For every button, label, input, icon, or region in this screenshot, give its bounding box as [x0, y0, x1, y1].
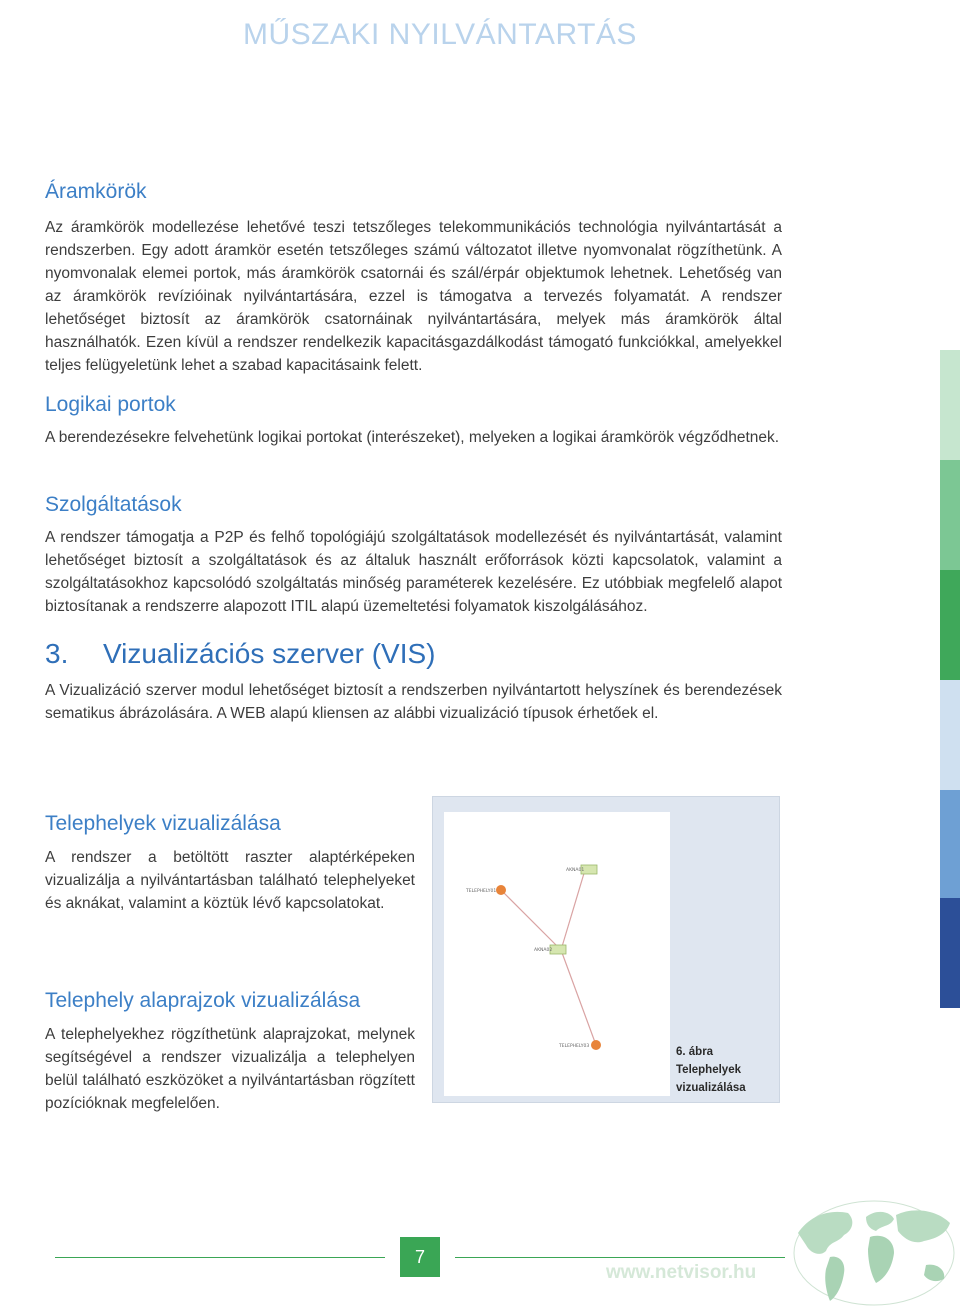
chapter-number: 3. — [45, 638, 69, 669]
link-line — [501, 890, 561, 950]
node-label: AKNA01 — [566, 868, 585, 873]
section-heading-telephelyek: Telephelyek vizualizálása — [45, 812, 281, 835]
node-label: TELEPHELY03 — [559, 1044, 590, 1049]
side-strip-segment — [940, 898, 960, 1008]
figure-caption — [676, 1043, 776, 1097]
section-text-aramkorok: Az áramkörök modellezése lehetővé teszi tetszőleges telekommunikációs technológia nyilvántartását a rendszerben. Egy adott áramkör esetén tetszőleges számú változatot illetve nyomvonalat rögzíthetünk. A nyomvonalak elemei portok, más áramkörök csatornái és szál/érpár objektumok lehetnek. Lehetőség van az áramkörök revízióinak nyilvántartására, ezzel is támogatva a tervezés folyamatát. A rendszer lehetőséget biztosít az áramkörök csatornáinak nyilvántartására, melyek más áramkörök által használhatók. Ezen kívül a rendszer rendelkezik kapacitásgazdálkodást támogató funkciókkal, amelyekkel teljes felügyeletünk lehet a szabad kapacitásaink felett. — [45, 219, 782, 374]
section-text-telephelyek: A rendszer a betöltött raszter alaptérképeken vizualizálja a nyilvántartásban található telephelyeket és aknákat, valamint a köztük lévő kapcsolatokat. — [45, 849, 415, 912]
chapter-heading — [45, 638, 435, 670]
site-node-icon — [591, 1040, 601, 1050]
page-number: 7 — [400, 1237, 440, 1277]
chapter-intro-text: A Vizualizáció szerver modul lehetőséget biztosít a rendszerben nyilvántartott helyszínek és berendezések sematikus ábrázolására. A WEB alapú kliensen az alábbi vizualizáció típusok érhetőek el. — [45, 682, 782, 722]
world-map-logo-icon — [790, 1195, 958, 1307]
figure-caption-line: 6. ábra Telephelyek — [676, 1046, 741, 1076]
section-heading-alaprajzok: Telephely alaprajzok vizualizálása — [45, 989, 361, 1012]
side-strip-segment — [940, 790, 960, 898]
node-label: TELEPHELY01 — [466, 889, 497, 894]
manhole-node-icon — [550, 945, 566, 954]
footer-divider-right — [455, 1257, 785, 1258]
link-line — [561, 950, 596, 1045]
side-strip-segment — [940, 570, 960, 680]
node-label: AKNA02 — [534, 948, 553, 953]
figure-image — [444, 812, 670, 1096]
section-text-logikai-portok: A berendezésekre felvehetünk logikai portokat (interészeket), melyeken a logikai áramkörök végződhetnek. — [45, 429, 780, 446]
figure-frame — [432, 796, 780, 1103]
link-line — [561, 870, 585, 950]
figure-caption-line: vizualizálása — [676, 1082, 746, 1094]
side-strip-segment — [940, 680, 960, 790]
site-node-icon — [496, 885, 506, 895]
footer-url-link[interactable]: www.netvisor.hu — [606, 1262, 757, 1283]
section-heading-szolgaltatasok: Szolgáltatások — [45, 493, 182, 516]
section-text-alaprajzok: A telephelyekhez rögzíthetünk alaprajzokat, melynek segítségével a rendszer vizualizálja a telephelyen belül található eszközöket a nyilvántartásban rögzített pozícióknak megfelelően. — [45, 1026, 415, 1112]
page-header-title: MŰSZAKI NYILVÁNTARTÁS — [243, 18, 637, 51]
section-text-szolgaltatasok: A rendszer támogatja a P2P és felhő topológiájú szolgáltatások modellezését és nyilvántartását, valamint lehetőséget biztosít a szolgáltatások és az általuk használt erőforrások közti kapcsolatok, valamint a szolgáltatásokhoz kapcsolódó szolgáltatás minőség paraméterek kezelésére. Ez utóbbiak megfelelő alapot biztosítanak a rendszerre alapozott ITIL alapú üzemeltetési folyamatok kiszolgálásához. — [45, 529, 782, 615]
section-heading-aramkorok: Áramkörök — [45, 180, 147, 203]
section-heading-logikai-portok: Logikai portok — [45, 393, 176, 416]
side-strip-segment — [940, 460, 960, 570]
chapter-title: Vizualizációs szerver (VIS) — [103, 638, 436, 669]
footer-divider-left — [55, 1257, 385, 1258]
network-map-diagram — [444, 812, 670, 1096]
side-strip-segment — [940, 350, 960, 460]
